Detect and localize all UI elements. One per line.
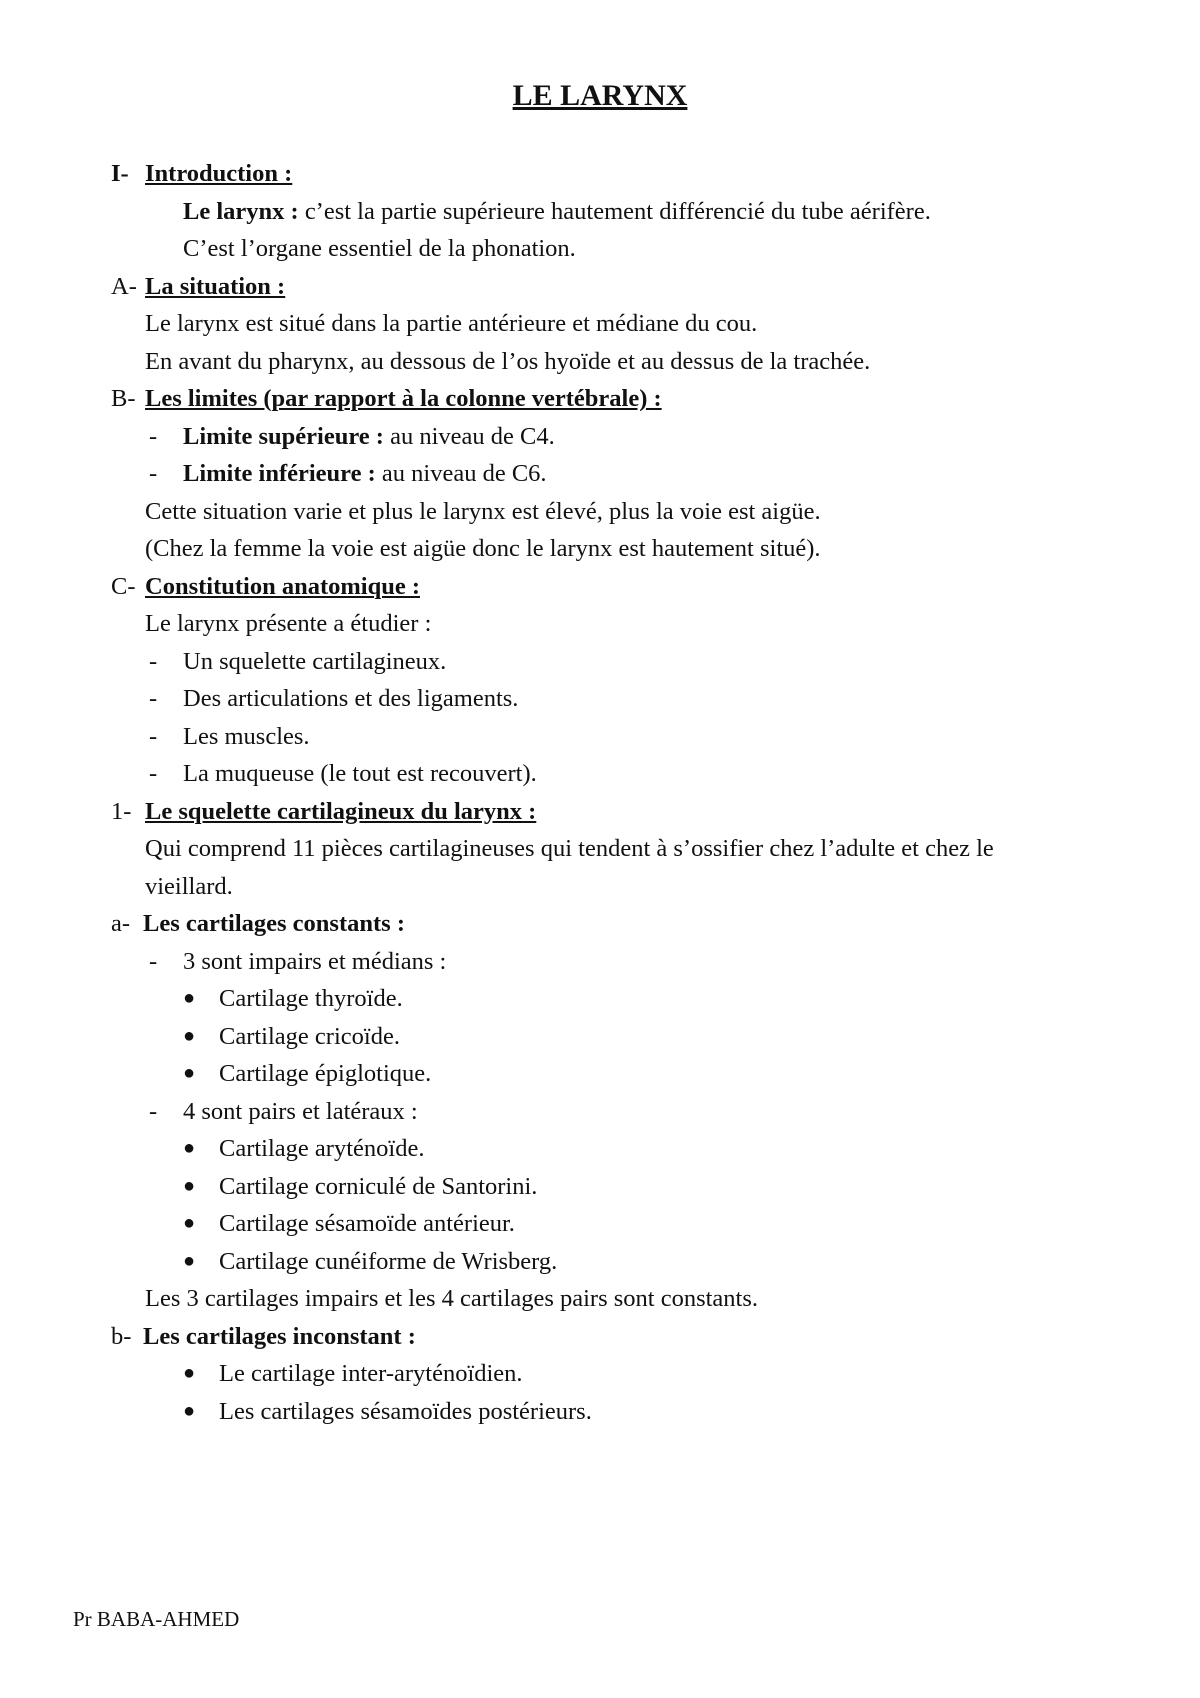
list-item — [0, 643, 1200, 681]
list-item — [0, 680, 1200, 718]
paragraph-text: Le larynx est situé dans la partie antérieure et médiane du cou. — [145, 310, 758, 337]
item-text: Cartilage corniculé de Santorini. — [219, 1172, 538, 1200]
dash-marker: - — [149, 947, 158, 975]
section-heading: Les cartilages inconstant : — [143, 1322, 416, 1350]
paragraph-text: Les 3 cartilages impairs et les 4 cartilages pairs sont constants. — [145, 1285, 759, 1312]
bullet-item — [0, 1393, 1200, 1431]
bullet-item — [0, 1355, 1200, 1393]
section-label: a- — [111, 910, 131, 937]
dash-marker: - — [149, 722, 158, 750]
term: Limite inférieure : — [183, 460, 376, 487]
bullet-marker: ● — [183, 1137, 196, 1159]
paragraph-text: Le larynx présente a étudier : — [145, 610, 432, 637]
author-footer: Pr BABA-AHMED — [73, 1607, 240, 1631]
paragraph-text: (Chez la femme la voie est aigüe donc le larynx est hautement situé). — [145, 535, 821, 562]
section-label: B- — [111, 385, 136, 412]
bullet-item — [0, 1243, 1200, 1281]
item-text: La muqueuse (le tout est recouvert). — [183, 760, 537, 787]
situation-line — [0, 305, 1200, 343]
paragraph-text: Qui comprend 11 pièces cartilagineuses qui tendent à s’ossifier chez l’adulte et chez le — [145, 835, 994, 862]
dash-marker: - — [149, 460, 158, 487]
intro-line — [0, 230, 1200, 268]
item-text: Cartilage thyroïde. — [219, 985, 403, 1012]
squelette-line — [0, 830, 1200, 868]
bullet-item — [0, 1130, 1200, 1168]
item-text: 3 sont impairs et médians : — [183, 947, 447, 975]
bullet-marker: ● — [183, 1399, 196, 1422]
list-item — [0, 1093, 1200, 1131]
constants-summary — [0, 1280, 1200, 1318]
term: Le larynx : — [183, 197, 299, 225]
bullet-item — [0, 980, 1200, 1018]
item-text: au niveau de C4. — [383, 422, 555, 450]
section-label: C- — [111, 572, 136, 600]
dash-marker: - — [149, 1097, 158, 1125]
section-label: A- — [111, 272, 137, 300]
section-heading: Le squelette cartilagineux du larynx : — [145, 797, 537, 825]
section-label: 1- — [111, 797, 132, 825]
bullet-marker: ● — [183, 1174, 196, 1197]
section-squelette-heading — [0, 793, 1200, 831]
section-label: b- — [111, 1322, 132, 1350]
section-heading: Les cartilages constants : — [143, 910, 405, 937]
item-text: 4 sont pairs et latéraux : — [183, 1097, 418, 1125]
item-text: Cartilage épiglotique. — [219, 1060, 432, 1087]
section-constants-heading — [0, 905, 1200, 943]
dash-marker: - — [149, 760, 158, 787]
paragraph-text: En avant du pharynx, au dessous de l’os hyoïde et au dessus de la trachée. — [145, 347, 871, 375]
dash-marker: - — [149, 647, 158, 675]
dash-marker: - — [149, 685, 158, 712]
document-body — [0, 155, 1200, 1430]
item-text: Le cartilage inter-aryténoïdien. — [219, 1360, 523, 1387]
item-text: Les muscles. — [183, 722, 310, 750]
section-inconstants-heading — [0, 1318, 1200, 1356]
section-constitution-heading — [0, 568, 1200, 606]
definition-text: c’est la partie supérieure hautement différencié du tube aérifère. — [298, 197, 931, 225]
situation-line — [0, 343, 1200, 381]
list-item — [0, 943, 1200, 981]
section-label: I- — [111, 160, 129, 187]
section-heading: Constitution anatomique : — [145, 572, 420, 600]
list-item — [0, 718, 1200, 756]
item-text: Cartilage cunéiforme de Wrisberg. — [219, 1247, 558, 1275]
dash-marker: - — [149, 422, 158, 450]
bullet-item — [0, 1018, 1200, 1056]
section-heading: La situation : — [145, 272, 286, 300]
item-text: Cartilage aryténoïde. — [219, 1135, 425, 1162]
item-text: au niveau de C6. — [375, 460, 547, 487]
section-limites-heading — [0, 380, 1200, 418]
term: Limite supérieure : — [183, 422, 384, 450]
section-heading: Les limites (par rapport à la colonne vertébrale) : — [145, 385, 662, 412]
bullet-item — [0, 1168, 1200, 1206]
item-text: Un squelette cartilagineux. — [183, 647, 447, 675]
section-situation-heading — [0, 268, 1200, 306]
bullet-marker: ● — [183, 1249, 196, 1272]
intro-definition — [0, 193, 1200, 231]
bullet-marker: ● — [183, 1362, 196, 1384]
constitution-intro — [0, 605, 1200, 643]
paragraph-text: vieillard. — [145, 872, 233, 900]
paragraph-text: Cette situation varie et plus le larynx est élevé, plus la voie est aigüe. — [145, 497, 821, 525]
list-item — [0, 418, 1200, 456]
section-intro-heading — [0, 155, 1200, 193]
squelette-line — [0, 868, 1200, 906]
item-text: Les cartilages sésamoïdes postérieurs. — [219, 1397, 592, 1425]
bullet-item — [0, 1055, 1200, 1093]
bullet-marker: ● — [183, 1024, 196, 1047]
item-text: Cartilage cricoïde. — [219, 1022, 400, 1050]
page-title: LE LARYNX — [512, 79, 688, 112]
bullet-marker: ● — [183, 1062, 196, 1084]
list-item — [0, 755, 1200, 793]
limites-note — [0, 530, 1200, 568]
list-item — [0, 455, 1200, 493]
item-text: Cartilage sésamoïde antérieur. — [219, 1210, 515, 1237]
limites-note — [0, 493, 1200, 531]
bullet-marker: ● — [183, 987, 196, 1009]
paragraph-text: C’est l’organe essentiel de la phonation. — [183, 235, 576, 262]
bullet-marker: ● — [183, 1212, 196, 1234]
item-text: Des articulations et des ligaments. — [183, 685, 519, 712]
bullet-item — [0, 1205, 1200, 1243]
section-heading: Introduction : — [145, 160, 293, 187]
